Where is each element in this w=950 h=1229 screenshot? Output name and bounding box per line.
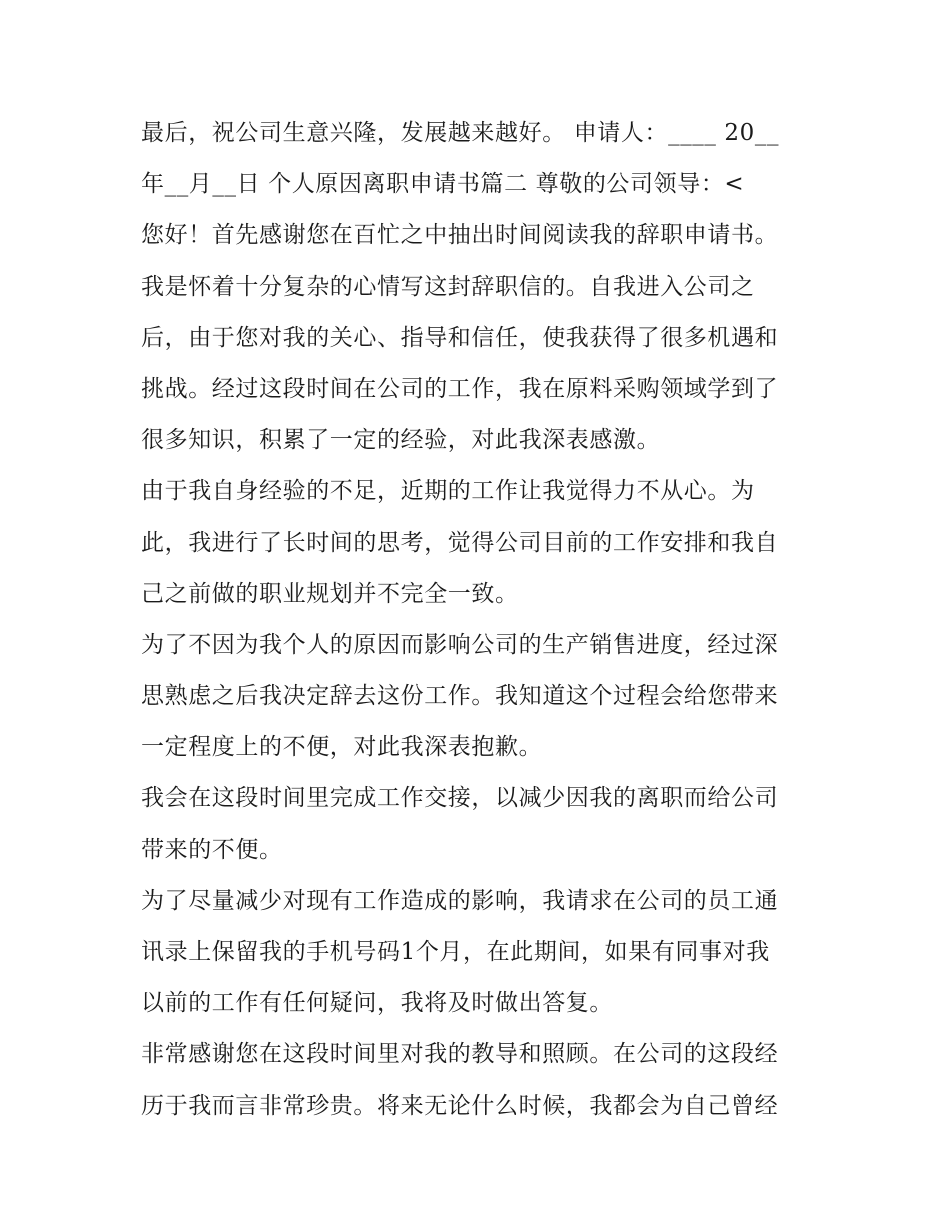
- text-line: 为了尽量减少对现有工作造成的影响，我请求在公司的员工通: [141, 887, 779, 914]
- text-line: 由于我自身经验的不足，近期的工作让我觉得力不从心。为: [141, 478, 755, 505]
- text-line: 己之前做的职业规划并不完全一致。: [141, 580, 519, 607]
- text-line: 此，我进行了长时间的思考，觉得公司目前的工作安排和我自: [141, 529, 779, 556]
- text-line: 年__月__日 个人原因离职申请书篇二 尊敬的公司领导：<: [141, 171, 745, 198]
- text-line: 很多知识，积累了一定的经验，对此我深表感激。: [141, 427, 661, 454]
- document-body: [141, 108, 821, 1132]
- text-line: 最后，祝公司生意兴隆，发展越来越好。 申请人：____ 20__: [141, 120, 780, 146]
- text-line: 非常感谢您在这段时间里对我的教导和照顾。在公司的这段经: [141, 1041, 779, 1068]
- text-line: 以前的工作有任何疑问，我将及时做出答复。: [141, 990, 613, 1017]
- text-line: 后，由于您对我的关心、指导和信任，使我获得了很多机遇和: [141, 324, 779, 351]
- text-line: 历于我而言非常珍贵。将来无论什么时候，我都会为自己曾经: [141, 1092, 779, 1119]
- text-line: 挑战。经过这段时间在公司的工作，我在原料采购领域学到了: [141, 375, 779, 402]
- text-line: 一定程度上的不便，对此我深表抱歉。: [141, 734, 543, 761]
- text-line: 我会在这段时间里完成工作交接，以减少因我的离职而给公司: [141, 785, 779, 812]
- text-line: 带来的不便。: [141, 836, 283, 863]
- text-line: 您好！首先感谢您在百忙之中抽出时间阅读我的辞职申请书。: [141, 222, 779, 249]
- text-line: 为了不因为我个人的原因而影响公司的生产销售进度，经过深: [141, 631, 779, 658]
- text-line: 讯录上保留我的手机号码1个月，在此期间，如果有同事对我: [141, 939, 770, 965]
- text-line: 思熟虑之后我决定辞去这份工作。我知道这个过程会给您带来: [141, 683, 779, 710]
- text-line: 我是怀着十分复杂的心情写这封辞职信的。自我进入公司之: [141, 273, 755, 300]
